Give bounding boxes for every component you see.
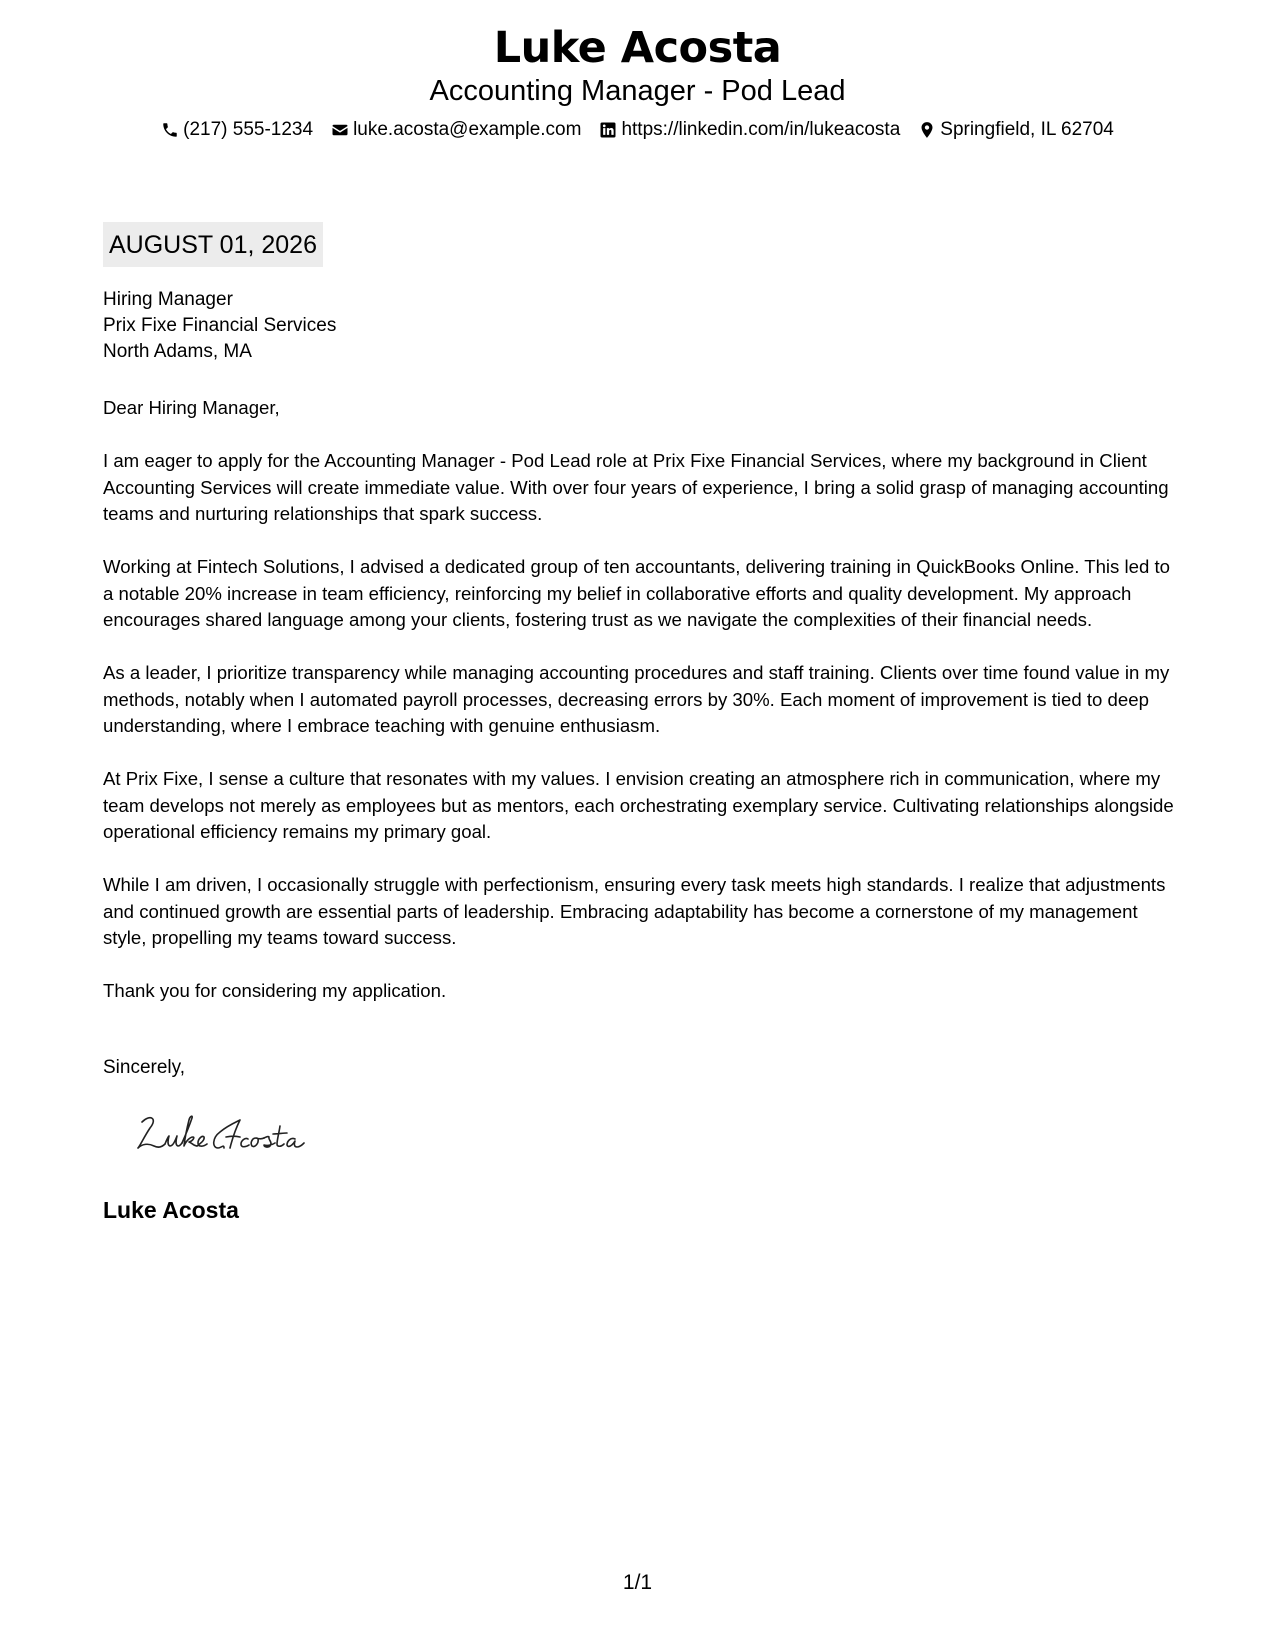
body-paragraph: While I am driven, I occasionally struggle with perfectionism, ensuring every task meets high standards. I realize that adjustments and continued growth are essential parts of leadership. Embracing adaptability has become a cornerstone of my management style, propelling my teams toward success. <box>103 874 1166 948</box>
signature-drawing <box>132 1110 332 1156</box>
recipient-company: Prix Fixe Financial Services <box>103 315 337 336</box>
envelope-icon <box>331 121 349 139</box>
letter-date: AUGUST 01, 2026 <box>103 222 323 267</box>
job-title: Accounting Manager - Pod Lead <box>429 75 846 107</box>
contact-bar <box>0 118 1275 142</box>
contact-location <box>918 118 1114 142</box>
body-paragraph: As a leader, I prioritize transparency while managing accounting procedures and staff training. Clients over time found value in my methods, notably when I automated payroll processes, decreasing errors by 30%. Each moment of improvement is tied to deep understanding, where I embrace teaching with genuine enthusiasm. <box>103 662 1170 736</box>
contact-email <box>331 118 581 142</box>
contact-phone-text: (217) 555-1234 <box>183 119 314 140</box>
applicant-name: Luke Acosta <box>493 23 782 73</box>
letter-header <box>0 22 1275 142</box>
body-paragraph: At Prix Fixe, I sense a culture that resonates with my values. I envision creating an atmosphere rich in communication, where my team develops not merely as employees but as mentors, each orchestrating exemplary service. Cultivating relationships alongside operational efficiency remains my primary goal. <box>103 768 1174 842</box>
body-paragraph: Working at Fintech Solutions, I advised a dedicated group of ten accountants, delivering training in QuickBooks Online. This led to a notable 20% increase in team efficiency, reinforcing my belief in collaborative efforts and quality development. My approach encourages shared language among your clients, fostering trust as we navigate the complexities of their financial needs. <box>103 556 1170 630</box>
signed-name: Luke Acosta <box>103 1197 239 1223</box>
contact-location-text: Springfield, IL 62704 <box>940 119 1114 140</box>
contact-phone <box>161 118 313 142</box>
salutation: Dear Hiring Manager, <box>103 397 280 418</box>
map-pin-icon <box>918 121 936 139</box>
recipient-location: North Adams, MA <box>103 341 252 362</box>
body-paragraph: I am eager to apply for the Accounting Manager - Pod Lead role at Prix Fixe Financial Services, where my background in Client Accounting Services will create immediate value. With over four years of experience, I bring a solid grasp of managing accounting teams and nurturing relationships that spark success. <box>103 450 1169 524</box>
contact-linkedin <box>599 118 900 142</box>
thank-you-paragraph: Thank you for considering my application. <box>103 980 447 1001</box>
phone-icon <box>161 121 179 139</box>
contact-email-text: luke.acosta@example.com <box>353 119 582 140</box>
recipient-name: Hiring Manager <box>103 289 233 310</box>
letter-body <box>103 395 1175 1031</box>
linkedin-icon <box>599 121 617 139</box>
closing: Sincerely, <box>103 1057 186 1078</box>
recipient-block <box>103 287 336 365</box>
handwritten-signature <box>132 1110 332 1161</box>
contact-linkedin-text: https://linkedin.com/in/lukeacosta <box>621 119 901 140</box>
page-number: 1/1 <box>622 1571 653 1594</box>
